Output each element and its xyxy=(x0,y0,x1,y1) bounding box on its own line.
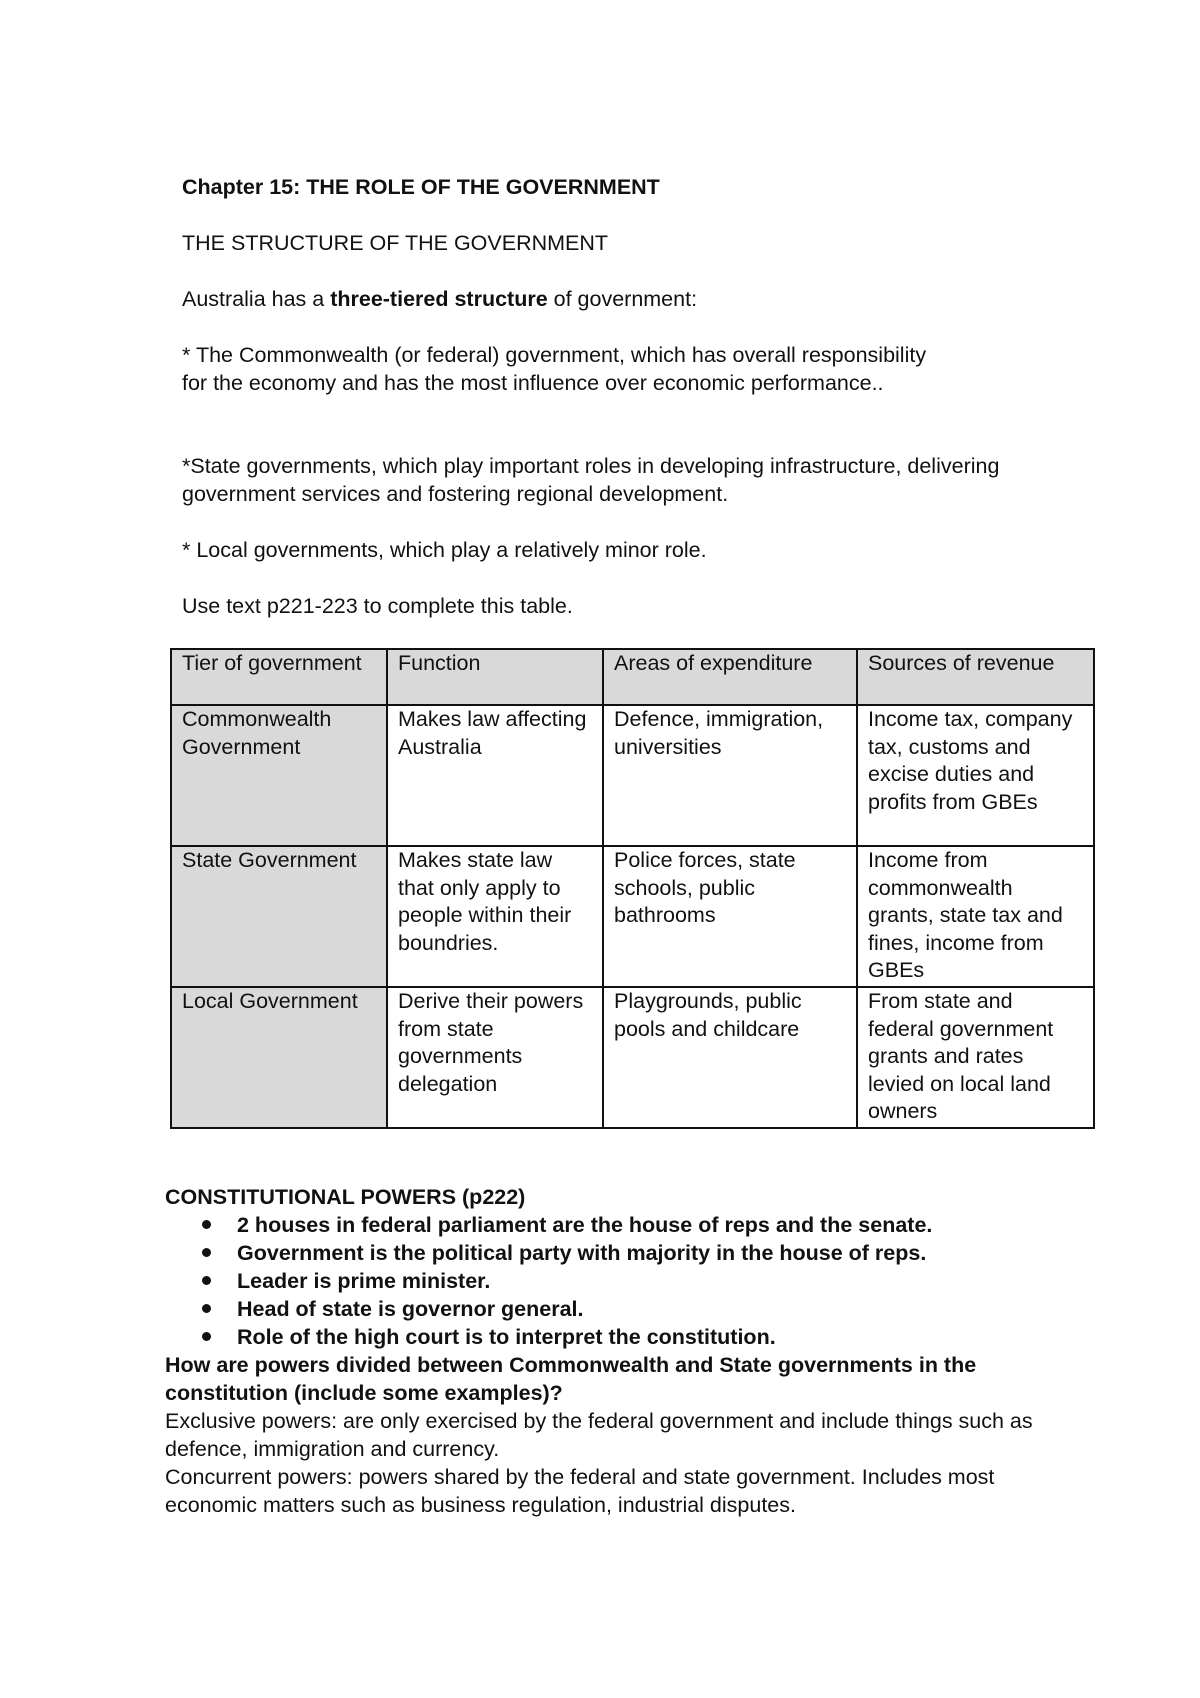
instruction-text: Use text p221-223 to complete this table. xyxy=(182,594,573,618)
bullet-dot-icon xyxy=(202,1248,211,1257)
table-header-row xyxy=(171,649,1094,705)
powers-question: How are powers divided between Commonwealth and State governments in the constitution (include some examples)? xyxy=(165,1353,977,1405)
cell-revenue: Income tax, company tax, customs and excise duties and profits from GBEs xyxy=(857,705,1094,846)
point-text: Government is the political party with majority in the house of reps. xyxy=(237,1241,927,1265)
intro-before: Australia has a xyxy=(182,287,331,311)
chapter-title: Chapter 15: THE ROLE OF THE GOVERNMENT xyxy=(182,175,660,199)
cell-revenue: Income from commonwealth grants, state tax and fines, income from GBEs xyxy=(857,846,1094,987)
intro-sentence xyxy=(182,285,697,313)
bullet-dot-icon xyxy=(202,1220,211,1229)
exclusive-powers-text: Exclusive powers: are only exercised by the federal government and include things such as defence, immigration and currency. xyxy=(165,1409,1033,1461)
constitutional-powers-heading: CONSTITUTIONAL POWERS (p222) xyxy=(165,1185,526,1209)
list-item xyxy=(165,1239,932,1267)
intro-after: of government: xyxy=(547,287,698,311)
powers-division-section xyxy=(165,1351,1045,1519)
table-row xyxy=(171,846,1094,987)
bullet-dot-icon xyxy=(202,1332,211,1341)
cell-expenditure: Playgrounds, public pools and childcare xyxy=(603,987,857,1128)
list-item xyxy=(165,1323,932,1351)
point-text: Leader is prime minister. xyxy=(237,1269,491,1293)
header-revenue: Sources of revenue xyxy=(857,649,1094,705)
point-text: Head of state is governor general. xyxy=(237,1297,584,1321)
government-tiers-table xyxy=(170,648,1095,1129)
cell-tier: State Government xyxy=(171,846,387,987)
cell-tier: Commonwealth Government xyxy=(171,705,387,846)
bullet-dot-icon xyxy=(202,1304,211,1313)
bullet-local: * Local governments, which play a relatively minor role. xyxy=(182,538,707,562)
cell-tier: Local Government xyxy=(171,987,387,1128)
bullet-commonwealth: * The Commonwealth (or federal) government, which has overall responsibility for the economy and has the most influence over economic performance.. xyxy=(182,343,927,395)
list-item xyxy=(165,1267,932,1295)
point-text: Role of the high court is to interpret the constitution. xyxy=(237,1325,776,1349)
point-text: 2 houses in federal parliament are the house of reps and the senate. xyxy=(237,1213,933,1237)
list-item xyxy=(165,1211,932,1239)
cell-function: Makes state law that only apply to people within their boundries. xyxy=(387,846,603,987)
bullet-dot-icon xyxy=(202,1276,211,1285)
header-tier: Tier of government xyxy=(171,649,387,705)
cell-expenditure: Police forces, state schools, public bathrooms xyxy=(603,846,857,987)
header-function: Function xyxy=(387,649,603,705)
cell-function: Derive their powers from state governments delegation xyxy=(387,987,603,1128)
concurrent-powers-text: Concurrent powers: powers shared by the federal and state government. Includes most economic matters such as business regulation, industrial disputes. xyxy=(165,1465,995,1517)
cell-revenue: From state and federal government grants and rates levied on local land owners xyxy=(857,987,1094,1128)
intro-bold-term: three-tiered structure xyxy=(330,287,548,311)
table-row xyxy=(171,987,1094,1128)
cell-expenditure: Defence, immigration, universities xyxy=(603,705,857,846)
section-heading: THE STRUCTURE OF THE GOVERNMENT xyxy=(182,231,609,255)
table-row xyxy=(171,705,1094,846)
bullet-state: *State governments, which play important roles in developing infrastructure, delivering government services and fostering regional development. xyxy=(182,454,1000,506)
constitutional-points-list xyxy=(165,1211,932,1351)
list-item xyxy=(165,1295,932,1323)
cell-function: Makes law affecting Australia xyxy=(387,705,603,846)
header-expenditure: Areas of expenditure xyxy=(603,649,857,705)
